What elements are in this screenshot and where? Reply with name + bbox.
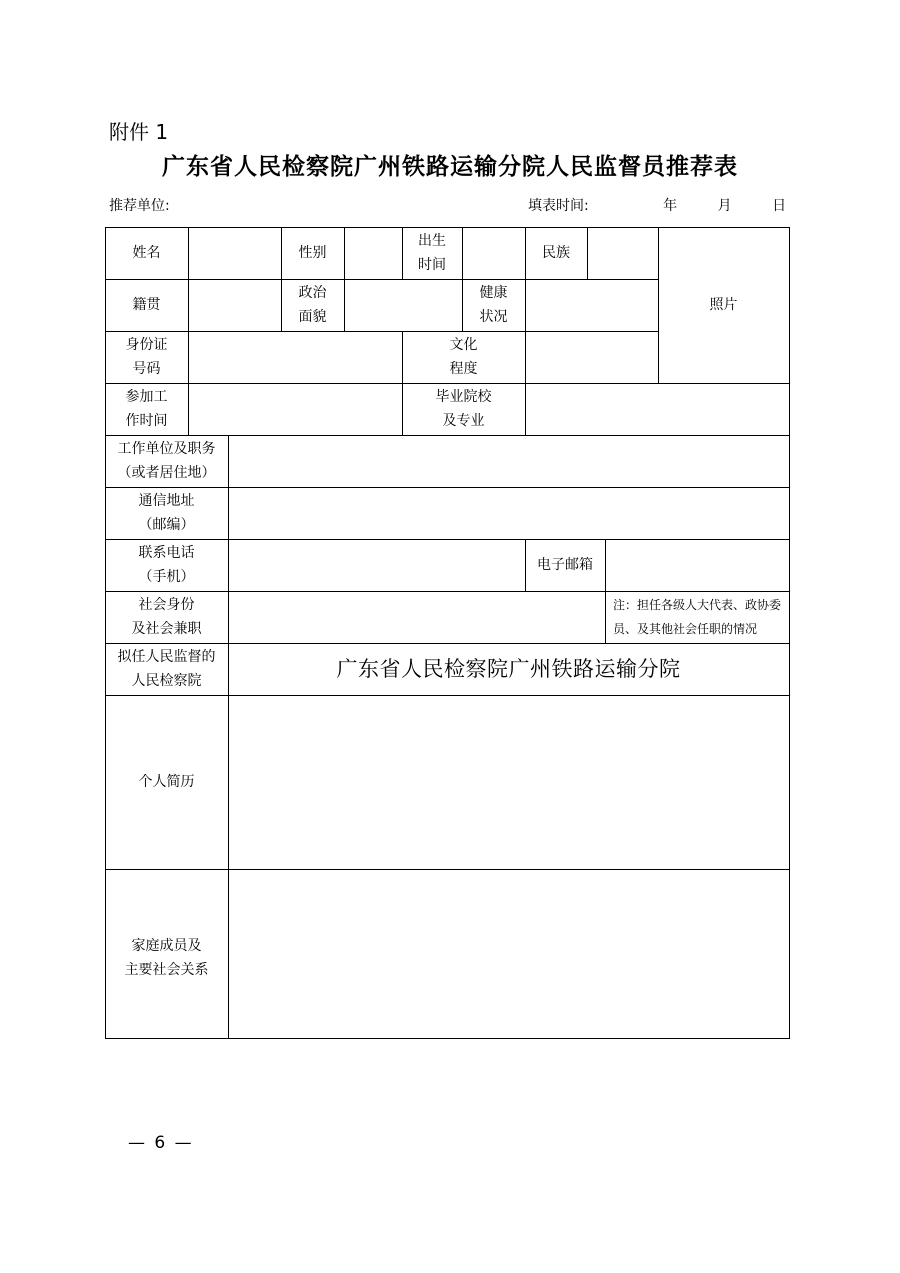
table-line: [789, 227, 790, 1038]
work-unit-label: 工作单位及职务 （或者居住地）: [117, 441, 216, 481]
name-field[interactable]: [188, 227, 281, 279]
table-line: [105, 1038, 790, 1039]
id-number-field[interactable]: [188, 331, 402, 383]
photo-box[interactable]: 照片: [709, 297, 738, 313]
day-label: 日: [772, 198, 787, 214]
recommend-unit-label: 推荐单位:: [109, 198, 170, 214]
social-identity-note: 注：担任各级人大代表、政协委 员、及其他社会任职的情况: [613, 598, 782, 636]
address-field[interactable]: [228, 487, 789, 539]
fill-time-label: 填表时间:: [528, 198, 589, 214]
school-major-field[interactable]: [525, 383, 789, 435]
email-field[interactable]: [605, 539, 789, 591]
work-unit-field[interactable]: [228, 435, 789, 487]
attachment-label: 附件 1: [109, 120, 169, 144]
address-label: 通信地址 （邮编）: [138, 493, 195, 533]
month-label: 月: [717, 198, 732, 214]
native-place-field[interactable]: [188, 279, 281, 331]
native-place-label: 籍贯: [132, 297, 161, 313]
resume-field[interactable]: [228, 695, 789, 869]
social-identity-field[interactable]: [228, 591, 605, 643]
proposed-procuratorate-label: 拟任人民监督的 人民检察院: [117, 649, 216, 689]
name-label: 姓名: [132, 245, 161, 261]
year-label: 年: [663, 198, 678, 214]
form-title: 广东省人民检察院广州铁路运输分院人民监督员推荐表: [162, 153, 738, 180]
phone-field[interactable]: [228, 539, 525, 591]
phone-label: 联系电话 （手机）: [138, 545, 195, 585]
work-start-field[interactable]: [188, 383, 402, 435]
family-label: 家庭成员及 主要社会关系: [124, 937, 209, 978]
education-field[interactable]: [525, 331, 658, 383]
family-field[interactable]: [228, 869, 789, 1038]
email-label: 电子邮箱: [537, 557, 593, 573]
political-field[interactable]: [344, 279, 462, 331]
school-major-label: 毕业院校 及专业: [435, 389, 492, 429]
proposed-procuratorate-value: 广东省人民检察院广州铁路运输分院: [336, 657, 681, 681]
page-number: — 6 —: [128, 1133, 194, 1153]
health-label: 健康 状况: [479, 285, 508, 325]
ethnicity-field[interactable]: [587, 227, 658, 279]
work-start-label: 参加工 作时间: [125, 389, 168, 429]
ethnicity-label: 民族: [542, 245, 570, 261]
gender-field[interactable]: [344, 227, 402, 279]
id-number-label: 身份证 号码: [125, 337, 168, 377]
social-identity-label: 社会身份 及社会兼职: [131, 597, 202, 637]
birth-label: 出生 时间: [418, 233, 446, 273]
political-label: 政治 面貌: [298, 285, 327, 325]
education-label: 文化 程度: [449, 337, 478, 377]
resume-label: 个人简历: [138, 774, 195, 790]
birth-field[interactable]: [462, 227, 525, 279]
gender-label: 性别: [298, 245, 327, 261]
health-field[interactable]: [525, 279, 658, 331]
